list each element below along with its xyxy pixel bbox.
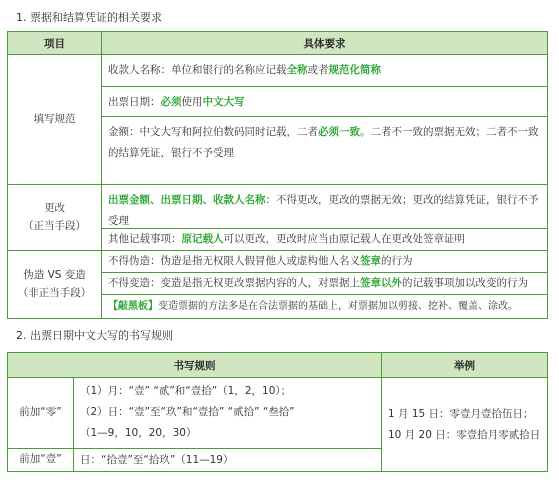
header-writing-rules: 书写规则 (8, 353, 382, 378)
group-forgery-alteration-label: 伪造 VS 变造 （非正当手段） (8, 251, 102, 318)
amount-rule: 金额：中文大写和阿拉伯数码同时记载，二者必须一致。二者不一致的票据无效；二者不一致的结算凭证，银行不予受理 (102, 117, 547, 185)
header-item: 项目 (8, 32, 102, 55)
no-forgery-rule: 不得伪造：伪造是指无权限人假冒他人或虚构他人名义签章的行为 (102, 251, 547, 273)
group-filling-rules-label: 填写规范 (8, 55, 102, 185)
no-alteration-rule: 不得变造：变造是指无权更改票据内容的人，对票据上签章以外的记载事项加以改变的行为 (102, 273, 547, 295)
prefix-one-label: 前加“壹” (8, 449, 74, 471)
key-note-alteration-methods: 【敲黑板】变造票据的方法多是在合法票据的基础上，对票据加以剪接、挖补、覆盖、涂改。 (108, 301, 518, 312)
key-items-no-change-rule: 出票金额、出票日期、收款人名称：不得更改，更改的票据无效；更改的结算凭证，银行不予受理 (102, 185, 547, 229)
prefix-zero-label: 前加“零” (8, 378, 74, 449)
date-writing-rules-table (7, 352, 548, 472)
date-examples: 1 月 15 日：零壹月壹拾伍日； 10 月 20 日：零壹拾月零贰拾日 (388, 407, 541, 441)
payee-name-rule: 收款人名称：单位和银行的名称应记载全称或者规范化简称 (102, 55, 547, 87)
prefix-zero-rules: （1）月：“壹” “贰”和“壹拾”（1，2，10）； （2）日：“壹”至“玖”和“壹拾” “贰拾” “叁拾” （1—9，10，20，30） (74, 378, 382, 449)
issue-date-rule: 出票日期：必须使用中文大写 (102, 87, 547, 117)
group-modification-label: 更改 （正当手段） (8, 185, 102, 251)
header-examples: 举例 (382, 353, 547, 378)
section2-title: 2. 出票日期中文大写的书写规则 (16, 329, 173, 342)
requirements-table (7, 31, 548, 319)
prefix-one-rule: 日：“拾壹”至“拾玖”（11—19） (74, 449, 382, 471)
section1-title: 1. 票据和结算凭证的相关要求 (16, 11, 162, 24)
header-requirements: 具体要求 (102, 32, 547, 55)
other-items-change-rule: 其他记载事项：原记载人可以更改，更改时应当由原记载人在更改处签章证明 (102, 229, 547, 251)
